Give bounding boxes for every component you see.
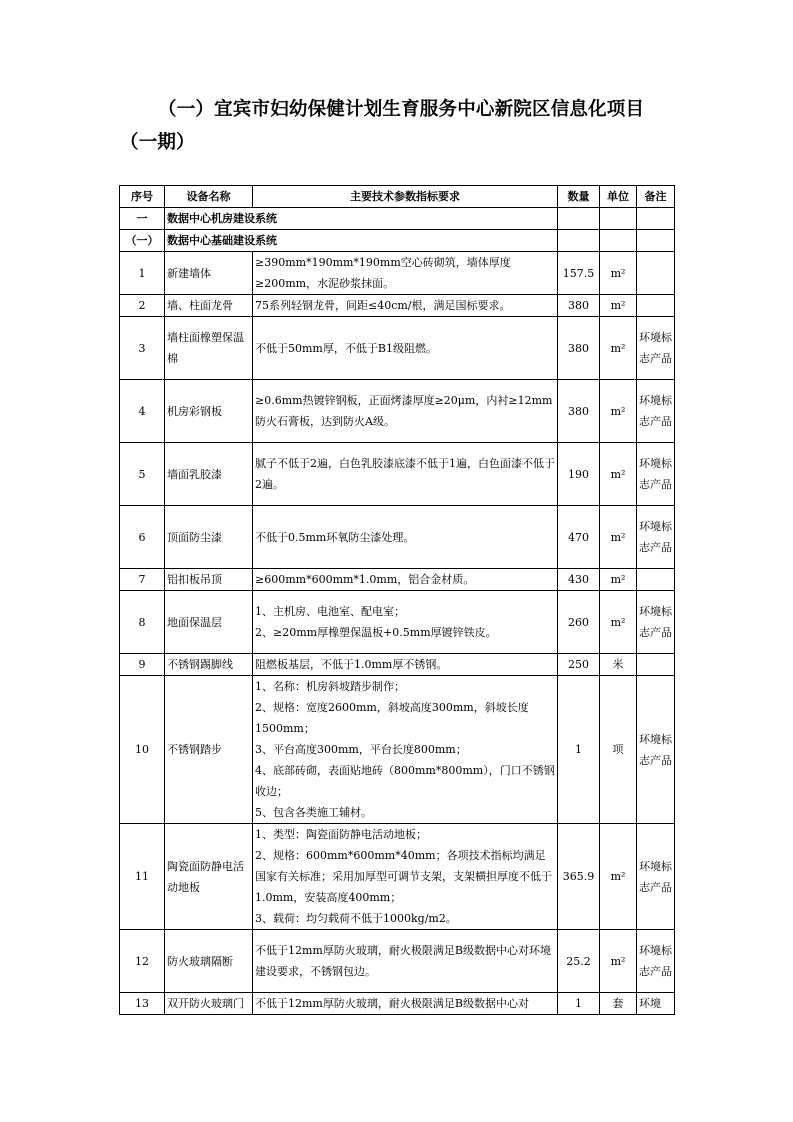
row-name: 墙、柱面龙骨 [165, 295, 253, 317]
row-note: 环境标志产品 [637, 676, 675, 824]
table-row [120, 591, 675, 654]
row-name: 新建墙体 [165, 252, 253, 295]
table-row [120, 317, 675, 380]
row-unit: m² [600, 930, 637, 993]
row-unit: 项 [600, 676, 637, 824]
section-name: 数据中心机房建设系统 [165, 208, 558, 230]
col-header-no: 序号 [120, 186, 165, 208]
table-header-row [120, 186, 675, 208]
row-no: 5 [120, 443, 165, 506]
row-no: 2 [120, 295, 165, 317]
table-row [120, 252, 675, 295]
row-no: 10 [120, 676, 165, 824]
row-name: 墙面乳胶漆 [165, 443, 253, 506]
row-qty: 190 [558, 443, 600, 506]
row-spec: 腻子不低于2遍，白色乳胶漆底漆不低于1遍，白色面漆不低于2遍。 [253, 443, 558, 506]
section-no: 一 [120, 208, 165, 230]
row-unit: m² [600, 506, 637, 569]
row-qty: 1 [558, 676, 600, 824]
row-note [637, 654, 675, 676]
row-name: 双开防火玻璃门 [165, 993, 253, 1015]
row-no: 12 [120, 930, 165, 993]
row-spec: ≥0.6mm热镀锌钢板，正面烤漆厚度≥20μm，内衬≥12mm防火石膏板，达到防火A级。 [253, 380, 558, 443]
table-row [120, 654, 675, 676]
row-spec: 不低于12mm厚防火玻璃，耐火极限满足B级数据中心对环境建设要求，不锈钢包边。 [253, 930, 558, 993]
col-header-note: 备注 [637, 186, 675, 208]
row-name: 顶面防尘漆 [165, 506, 253, 569]
table-row [120, 930, 675, 993]
row-unit: m² [600, 824, 637, 930]
row-qty: 380 [558, 317, 600, 380]
table-row [120, 676, 675, 824]
col-header-spec: 主要技术参数指标要求 [253, 186, 558, 208]
row-unit: m² [600, 252, 637, 295]
table-row [120, 506, 675, 569]
row-qty: 430 [558, 569, 600, 591]
table-row [120, 824, 675, 930]
row-no: 3 [120, 317, 165, 380]
row-no: 9 [120, 654, 165, 676]
row-name: 机房彩钢板 [165, 380, 253, 443]
row-note: 环境标志产品 [637, 930, 675, 993]
row-qty: 380 [558, 380, 600, 443]
row-spec: 不低于0.5mm环氧防尘漆处理。 [253, 506, 558, 569]
row-qty: 260 [558, 591, 600, 654]
col-header-name: 设备名称 [165, 186, 253, 208]
table-row [120, 380, 675, 443]
row-note: 环境标志产品 [637, 506, 675, 569]
row-note [637, 569, 675, 591]
row-note [637, 295, 675, 317]
row-qty: 380 [558, 295, 600, 317]
row-name: 铝扣板吊顶 [165, 569, 253, 591]
table-row [120, 993, 675, 1015]
row-no: 8 [120, 591, 165, 654]
row-qty: 1 [558, 993, 600, 1015]
row-spec: 不低于50mm厚，不低于B1级阻燃。 [253, 317, 558, 380]
row-note: 环境标志产品 [637, 824, 675, 930]
row-note: 环境标志产品 [637, 317, 675, 380]
row-unit: m² [600, 591, 637, 654]
row-name: 不锈钢踏步 [165, 676, 253, 824]
row-spec: 阻燃板基层，不低于1.0mm厚不锈钢。 [253, 654, 558, 676]
row-spec: 1、主机房、电池室、配电室； 2、≥20mm厚橡塑保温板+0.5mm厚镀锌铁皮。 [253, 591, 558, 654]
row-unit: m² [600, 569, 637, 591]
row-name: 墙柱面橡塑保温棉 [165, 317, 253, 380]
row-spec: ≥600mm*600mm*1.0mm，铝合金材质。 [253, 569, 558, 591]
row-qty: 25.2 [558, 930, 600, 993]
row-unit: 米 [600, 654, 637, 676]
row-name: 不锈钢踢脚线 [165, 654, 253, 676]
row-no: 4 [120, 380, 165, 443]
document-title: （一）宜宾市妇幼保健计划生育服务中心新院区信息化项目（一期） [120, 99, 645, 153]
row-unit: 套 [600, 993, 637, 1015]
row-note: 环境标志产品 [637, 443, 675, 506]
section-no: （一） [120, 230, 165, 252]
row-unit: m² [600, 295, 637, 317]
table-row [120, 443, 675, 506]
row-spec: 75系列轻钢龙骨，间距≤40cm/根，满足国标要求。 [253, 295, 558, 317]
row-note [637, 252, 675, 295]
row-no: 6 [120, 506, 165, 569]
row-spec: 不低于12mm厚防火玻璃，耐火极限满足B级数据中心对 [253, 993, 558, 1015]
section-row [120, 230, 675, 252]
row-qty: 250 [558, 654, 600, 676]
row-spec: 1、类型：陶瓷面防静电活动地板； 2、规格：600mm*600mm*40mm；各项技术指标均满足国家有关标准；采用加厚型可调节支架，支架横担厚度不低于1.0mm，安装高度400mm； 3、载荷：均匀载荷不低于1000kg/m2。 [253, 824, 558, 930]
section-row [120, 208, 675, 230]
row-spec: 1、名称：机房斜坡踏步制作； 2、规格：宽度2600mm，斜坡高度300mm，斜坡长度1500mm； 3、平台高度300mm，平台长度800mm； 4、底部砖砌，表面贴地砖（800mm*800mm），门口不锈钢收边； 5、包含各类施工辅材。 [253, 676, 558, 824]
row-qty: 365.9 [558, 824, 600, 930]
row-no: 1 [120, 252, 165, 295]
row-no: 13 [120, 993, 165, 1015]
row-unit: m² [600, 317, 637, 380]
row-note: 环境 [637, 993, 675, 1015]
row-spec: ≥390mm*190mm*190mm空心砖砌筑，墙体厚度≥200mm，水泥砂浆抹面。 [253, 252, 558, 295]
row-no: 7 [120, 569, 165, 591]
row-qty: 470 [558, 506, 600, 569]
row-name: 防火玻璃隔断 [165, 930, 253, 993]
row-note: 环境标志产品 [637, 380, 675, 443]
row-qty: 157.5 [558, 252, 600, 295]
row-name: 陶瓷面防静电活动地板 [165, 824, 253, 930]
table-row [120, 295, 675, 317]
spec-table [119, 185, 675, 1015]
col-header-qty: 数量 [558, 186, 600, 208]
table-row [120, 569, 675, 591]
row-note: 环境标志产品 [637, 591, 675, 654]
row-name: 地面保温层 [165, 591, 253, 654]
row-unit: m² [600, 443, 637, 506]
row-no: 11 [120, 824, 165, 930]
section-name: 数据中心基础建设系统 [165, 230, 558, 252]
col-header-unit: 单位 [600, 186, 637, 208]
row-unit: m² [600, 380, 637, 443]
